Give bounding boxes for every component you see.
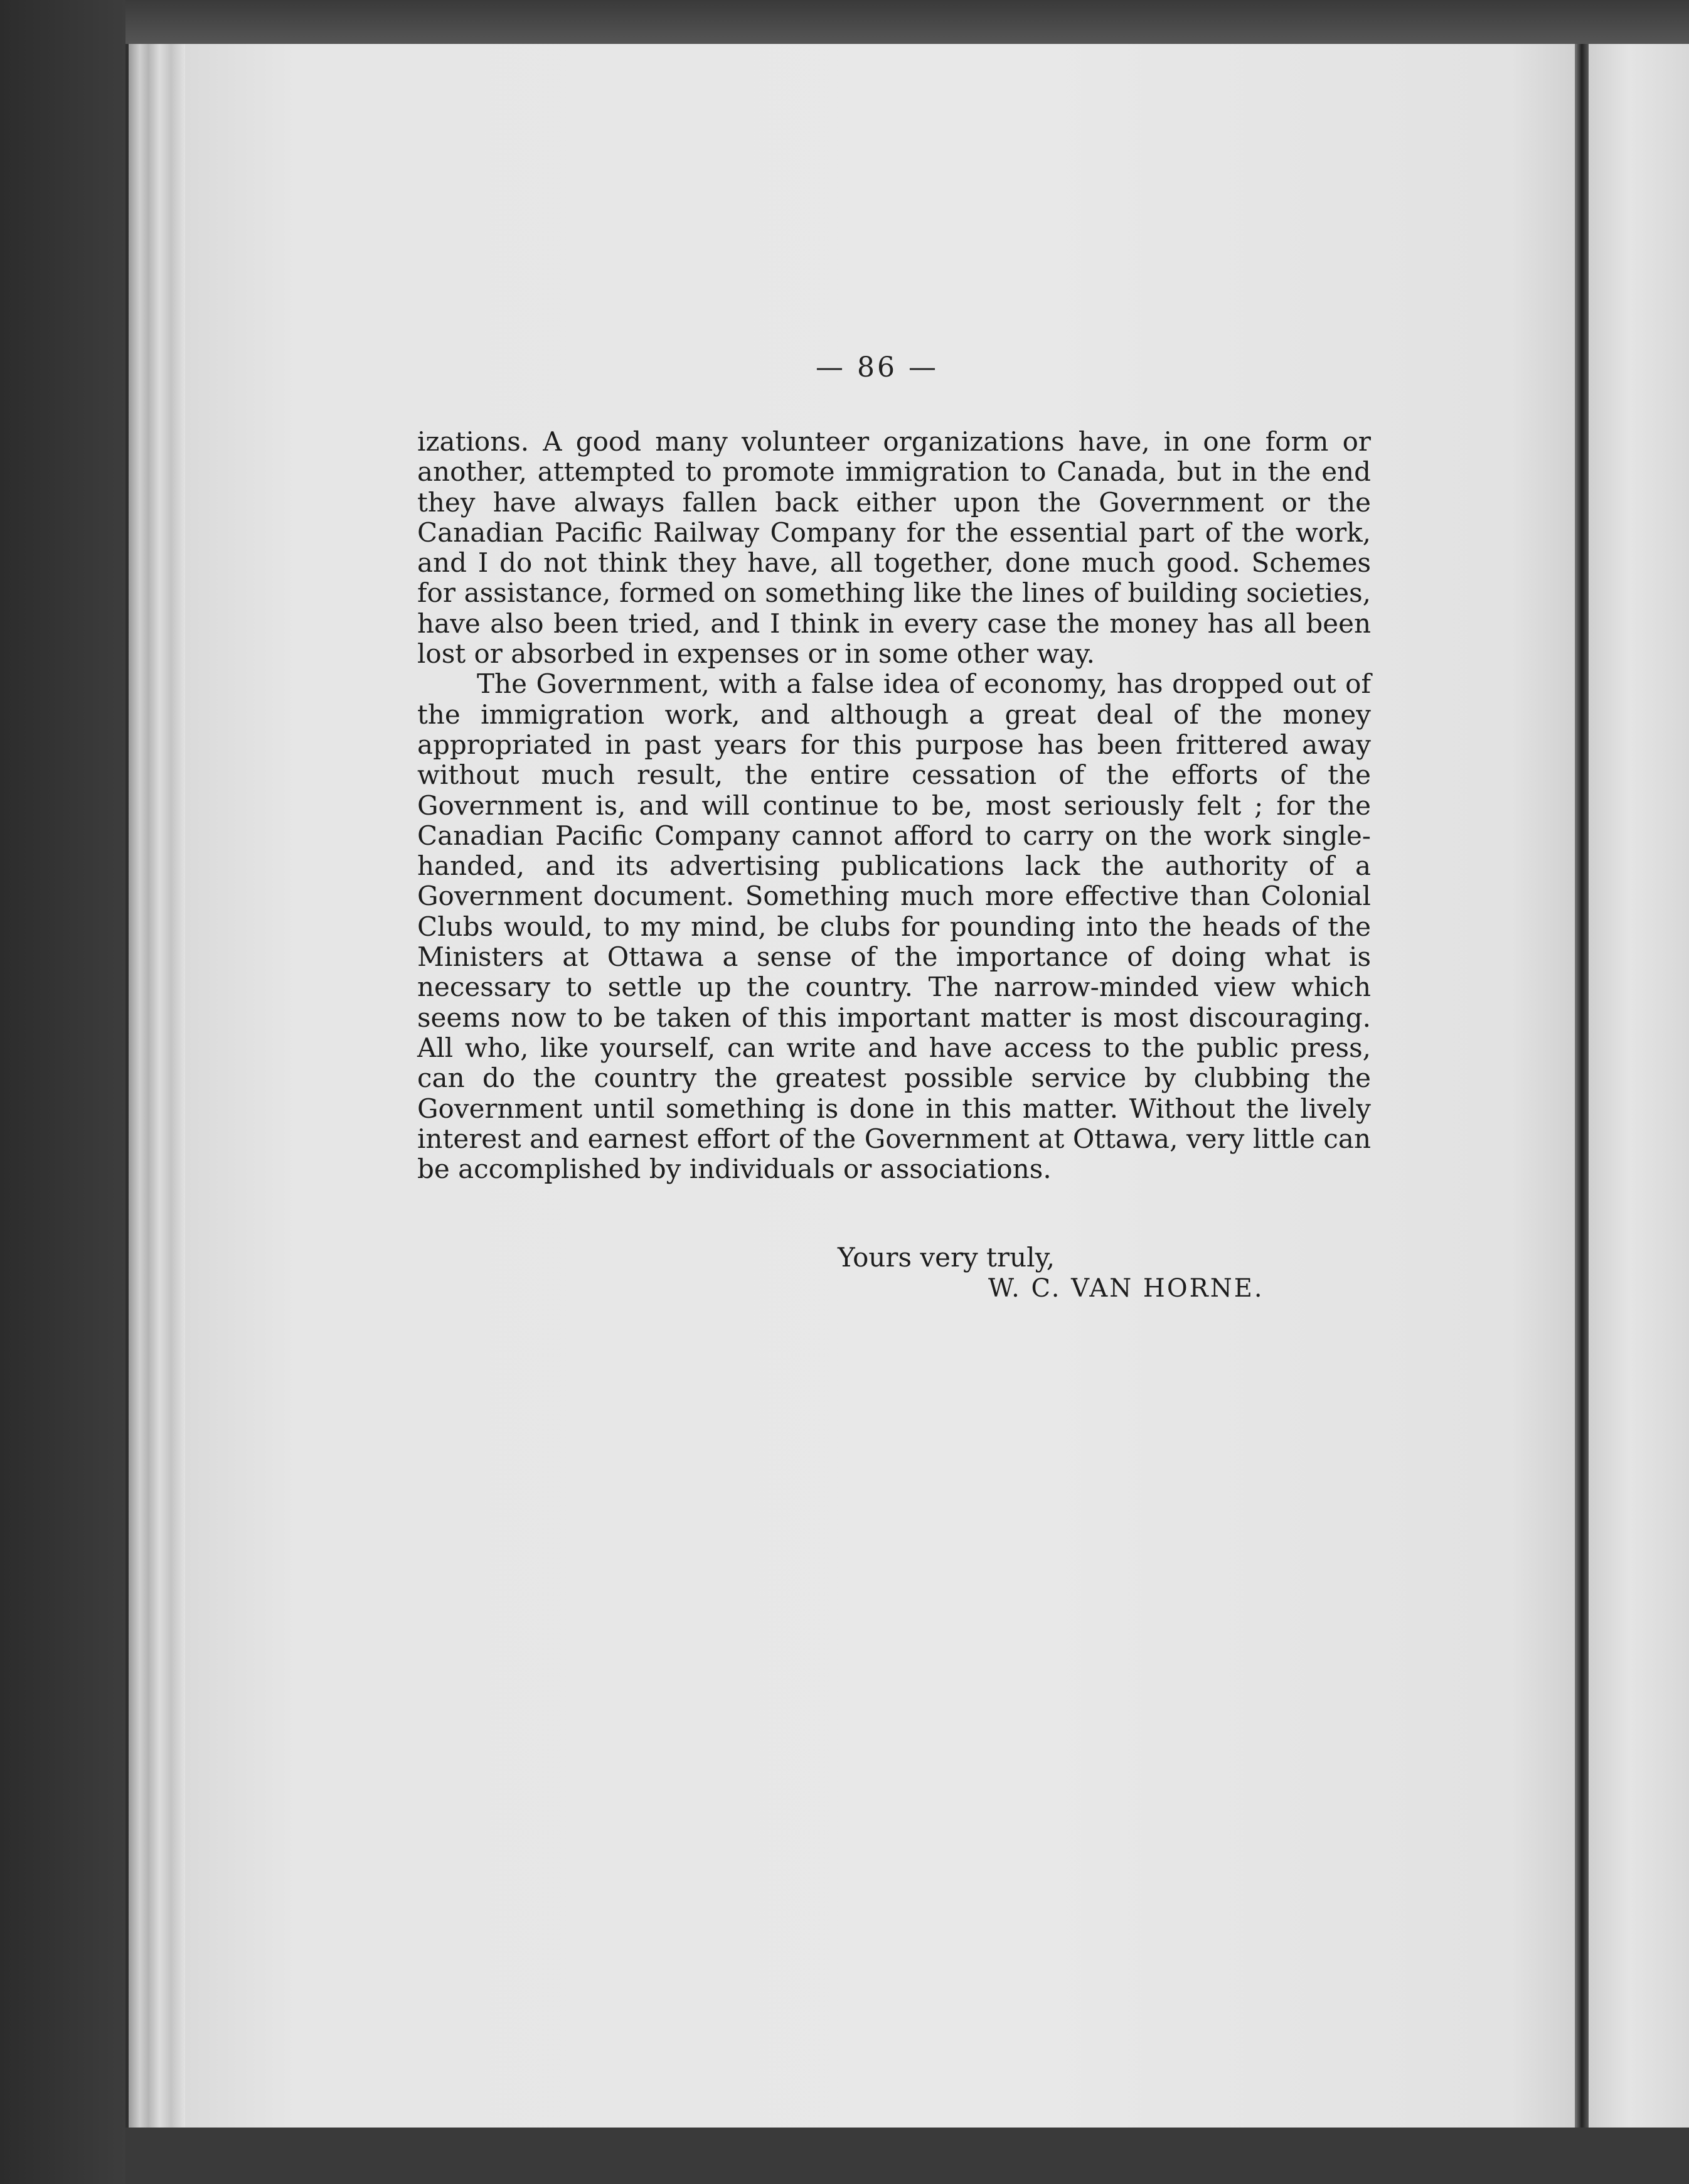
letter-signature: W. C. VAN HORNE. [988, 1274, 1264, 1303]
letter-closing: Yours very truly, [838, 1242, 1055, 1273]
letter-body [417, 427, 1371, 1184]
facing-page-edge [1589, 44, 1689, 2128]
paragraph-2: The Government, with a false idea of economy, has dropped out of the immigration work, and although a great deal of the money appropriated in past years for this purpose has been frittered away without much result, the entire cessation of the efforts of the Government is, and will continue to be, most seriously felt ; for the Canadian Pacific Company cannot afford to carry on the work single-handed, and its advertising publications lack the authority of a Government document. Something much more effective than Colonial Clubs would, to my mind, be clubs for pounding into the heads of the Ministers at Ottawa a sense of the importance of doing what is necessary to settle up the country. The narrow-minded view which seems now to be taken of this important matter is most discouraging. All who, like yourself, can write and have access to the public press, can do the country the greatest possible service by clubbing the Government until something is done in this matter. Without the lively interest and earnest effort of the Government at Ottawa, very little can be accomplished by individuals or associations. [417, 668, 1371, 1185]
page-number: — 86 — [816, 351, 939, 383]
page-stack-edges [129, 44, 185, 2128]
paragraph-1: izations. A good many volunteer organizations have, in one form or another, attempted to promote immigration to Canada, but in the end they have always fallen back either upon the Government or the Canadian Pacific Railway Company for the essential part of the work, and I do not think they have, all together, done much good. Schemes for assistance, formed on something like the lines of building societies, have also been tried, and I think in every case the money has all been lost or absorbed in expenses or in some other way. [417, 426, 1371, 670]
scan-top-border [0, 0, 1689, 44]
book-gutter [1575, 44, 1589, 2128]
scan-left-background [0, 0, 125, 2184]
scan-bottom-border [125, 2128, 1689, 2184]
